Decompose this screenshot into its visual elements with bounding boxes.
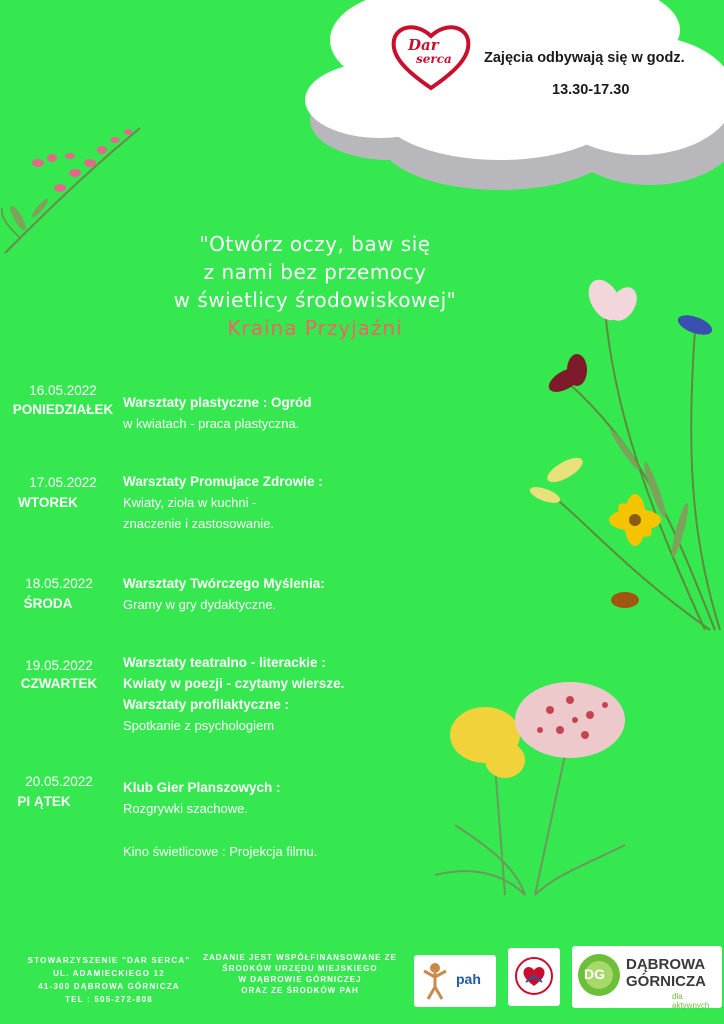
schedule-3-desc: Gramy w gry dydaktyczne. [123,597,277,612]
motto-subtitle: Kraina Przyjaźni [227,316,403,340]
funding-note [200,952,400,996]
org-phone: TEL : 505-272-808 [65,995,153,1004]
logo-text-serca: serca [416,52,452,66]
motto-line-2: z nami bez przemocy [203,260,427,284]
dar-serca-logo [386,16,476,94]
pah-logo [414,955,496,1007]
cloud-decoration [270,0,724,200]
city-name-2: GÓRNICZA [626,973,706,990]
funding-line-1: ZADANIE JEST WSPÓŁFINANSOWANE ZE [203,953,397,962]
pah-label: pah [456,971,481,987]
org-name: STOWARZYSZENIE "DAR SERCA" [27,956,191,965]
funding-line-3: W DĄBROWIE GÓRNICZEJ [238,975,362,984]
funding-line-2: ŚRODKÓW URZĘDU MIEJSKIEGO [222,964,378,973]
organization-address [14,954,204,1006]
schedule-4-desc: Spotkanie z psychologiem [123,718,275,733]
hours-label: Zajęcia odbywają się w godz. [484,50,685,66]
schedule-4-day: CZWARTEK [20,676,98,691]
schedule-5-desc-1: Rozgrywki szachowe. [123,801,248,816]
schedule-4-title-2: Kwiaty w poezji - czytamy wiersze. [123,676,345,691]
schedule-2-date: 17.05.2022 [29,475,97,490]
schedule-5-date: 20.05.2022 [25,774,93,789]
schedule-4-date: 19.05.2022 [25,658,93,673]
schedule-1-desc: w kwiatach - praca plastyczna. [123,416,300,431]
city-name-1: DĄBROWA [626,956,706,973]
schedule-5-day: PI ĄTEK [17,794,71,809]
dar-serca-badge [508,948,560,1006]
badge-seal-icon [508,948,560,1006]
org-street: UL. ADAMIECKIEGO 12 [53,969,165,978]
dabrowa-gornicza-logo [572,946,722,1008]
schedule-1-date: 16.05.2022 [29,383,97,398]
schedule-5-title: Klub Gier Planszowych : [123,780,281,795]
schedule-1-title: Warsztaty plastyczne : Ogród [123,395,312,410]
city-slogan: dla aktywnych [672,992,710,1010]
hours-value: 13.30-17.30 [552,82,630,98]
schedule-2-day: WTOREK [18,495,78,510]
wildflowers-illustration [505,270,724,640]
motto-line-3: w świetlicy środowiskowej" [173,288,457,312]
schedule-2-desc-1: Kwiaty, zioła w kuchni - [123,495,257,510]
logo-text-dar: Dar [408,36,439,54]
schedule-3-date: 18.05.2022 [25,576,93,591]
schedule-2-desc-2: znaczenie i zastosowanie. [123,516,275,531]
motto [140,230,490,314]
schedule-3-day: ŚRODA [23,596,73,611]
motto-line-1: "Otwórz oczy, baw się [199,232,431,256]
schedule-4-title: Warsztaty teatralno - literackie : [123,655,326,670]
schedule-5-desc-2: Kino świetlicowe : Projekcja filmu. [123,844,318,859]
schedule-4-title-3: Warsztaty profilaktyczne : [123,697,290,712]
schedule-2-title: Warsztaty Promujace Zdrowie : [123,474,323,489]
puppet-icon [420,961,450,1001]
schedule-1-day: PONIEDZIAŁEK [12,402,114,417]
schedule-3-title: Warsztaty Twórczego Myślenia: [123,576,325,591]
org-city: 41-300 DĄBROWA GÓRNICZA [38,982,180,991]
funding-line-4: ORAZ ZE ŚRODKÓW PAH [241,986,359,995]
dg-initials: DG [584,966,605,982]
flower-sprig-illustration [0,118,160,258]
carnations-illustration [425,675,650,900]
